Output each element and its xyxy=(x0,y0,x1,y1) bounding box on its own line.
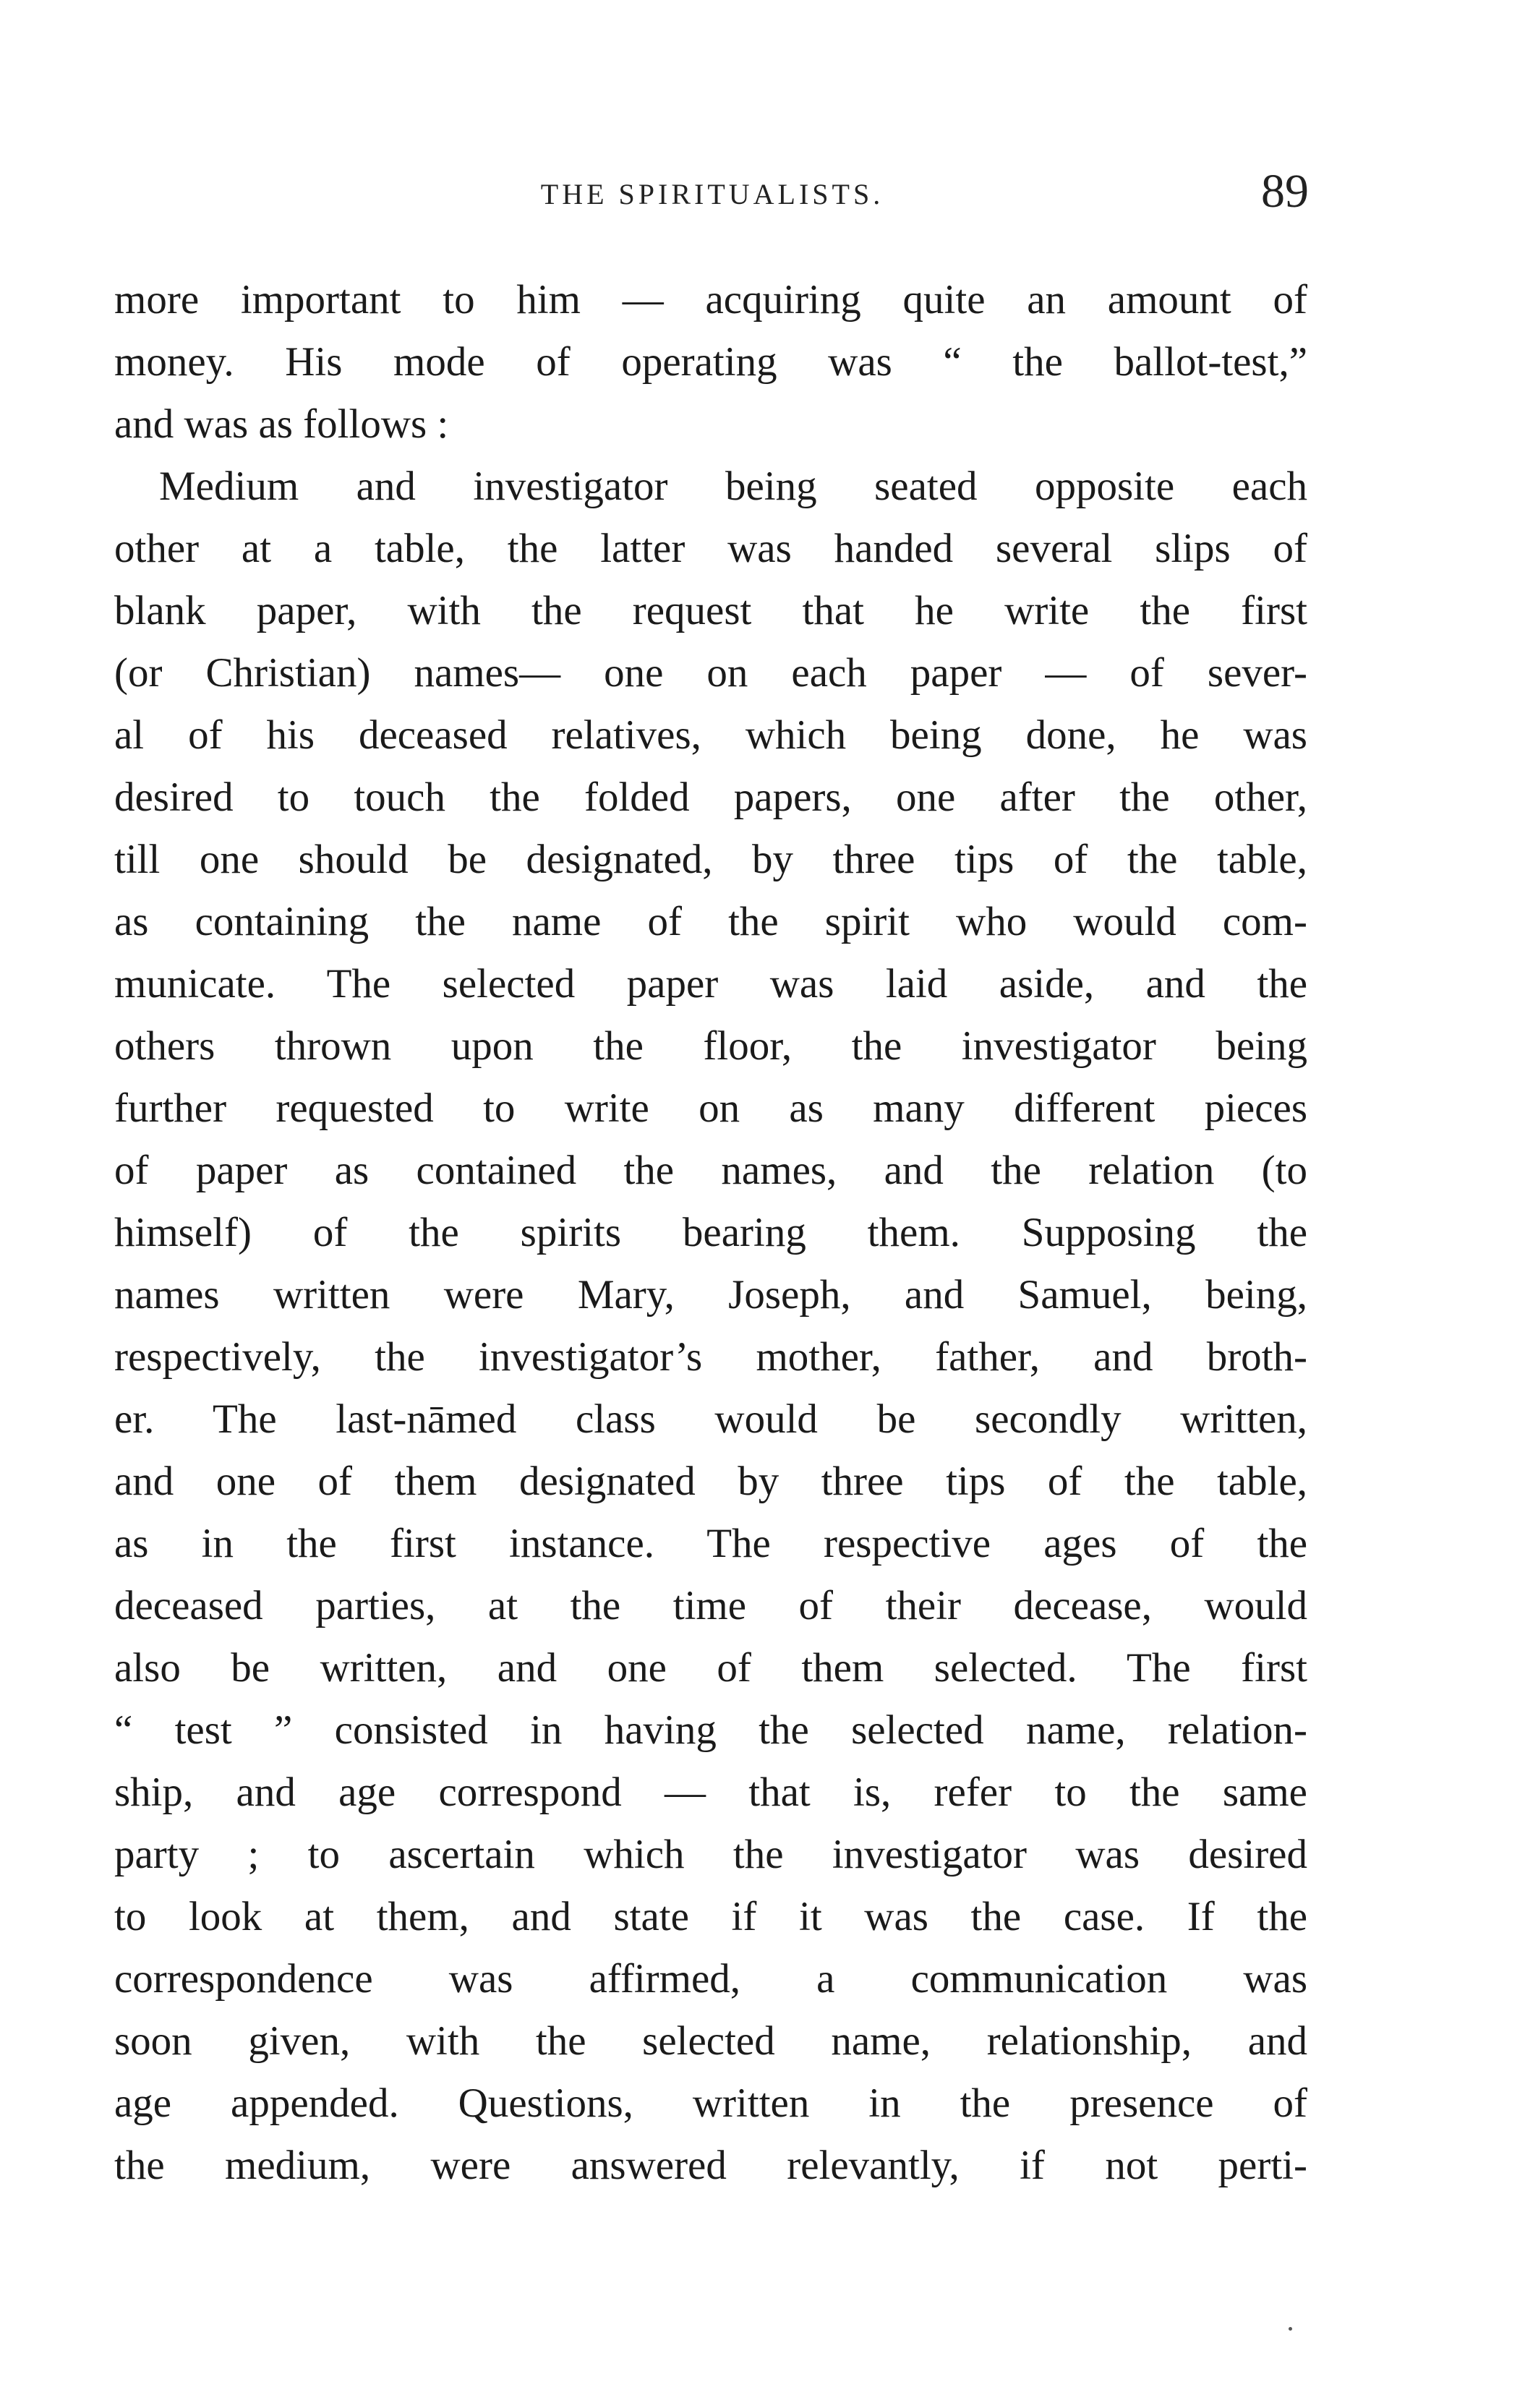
text-line: and one of them designated by three tips of the table, xyxy=(114,1459,1307,1504)
running-title: THE SPIRITUALISTS. xyxy=(540,178,884,210)
text-line: as containing the name of the spirit who would com- xyxy=(114,899,1307,944)
paper-speck xyxy=(1289,2327,1292,2331)
text-line: desired to touch the folded papers, one after the other, xyxy=(114,774,1307,820)
text-line: municate. The selected paper was laid aside, and the xyxy=(114,961,1307,1007)
text-line: the medium, were answered relevantly, if not perti- xyxy=(114,2143,1307,2188)
running-head xyxy=(116,163,1309,221)
text-line: al of his deceased relatives, which being done, he was xyxy=(114,712,1307,758)
text-line: “ test ” consisted in having the selected name, relation- xyxy=(114,1707,1307,1753)
text-line: as in the first instance. The respective ages of the xyxy=(114,1521,1307,1566)
text-line: er. The last-nāmed class would be secondly written, xyxy=(114,1396,1307,1442)
text-line: to look at them, and state if it was the case. If the xyxy=(114,1894,1307,1939)
text-line: of paper as contained the names, and the relation (to xyxy=(114,1148,1307,1193)
text-line: Medium and investigator being seated opposite each xyxy=(159,464,1307,509)
text-line: soon given, with the selected name, relationship, and xyxy=(114,2018,1307,2064)
text-line: (or Christian) names— one on each paper — of sever- xyxy=(114,650,1307,696)
text-line: deceased parties, at the time of their decease, would xyxy=(114,1583,1307,1628)
text-line: blank paper, with the request that he write the first xyxy=(114,588,1307,633)
text-line: till one should be designated, by three tips of the table, xyxy=(114,837,1307,882)
text-line: ship, and age correspond — that is, refer to the same xyxy=(114,1769,1307,1815)
text-line: money. His mode of operating was “ the ballot-test,” xyxy=(114,339,1307,385)
text-line: respectively, the investigator’s mother, father, and broth- xyxy=(114,1334,1307,1380)
text-line: further requested to write on as many different pieces xyxy=(114,1085,1307,1131)
text-line: also be written, and one of them selected. The first xyxy=(114,1645,1307,1691)
text-line: party ; to ascertain which the investigator was desired xyxy=(114,1832,1307,1877)
text-line: others thrown upon the floor, the investigator being xyxy=(114,1023,1307,1069)
text-line: and was as follows : xyxy=(114,401,449,447)
page-number: 89 xyxy=(1261,165,1309,218)
text-line: names written were Mary, Joseph, and Samuel, being, xyxy=(114,1272,1307,1318)
text-line: more important to him — acquiring quite an amount of xyxy=(114,277,1307,323)
text-line: other at a table, the latter was handed several slips of xyxy=(114,526,1307,571)
text-line: age appended. Questions, written in the presence of xyxy=(114,2080,1307,2126)
text-line: correspondence was affirmed, a communication was xyxy=(114,1956,1307,2002)
text-line: himself) of the spirits bearing them. Supposing the xyxy=(114,1210,1307,1255)
body-text xyxy=(114,269,1307,2197)
